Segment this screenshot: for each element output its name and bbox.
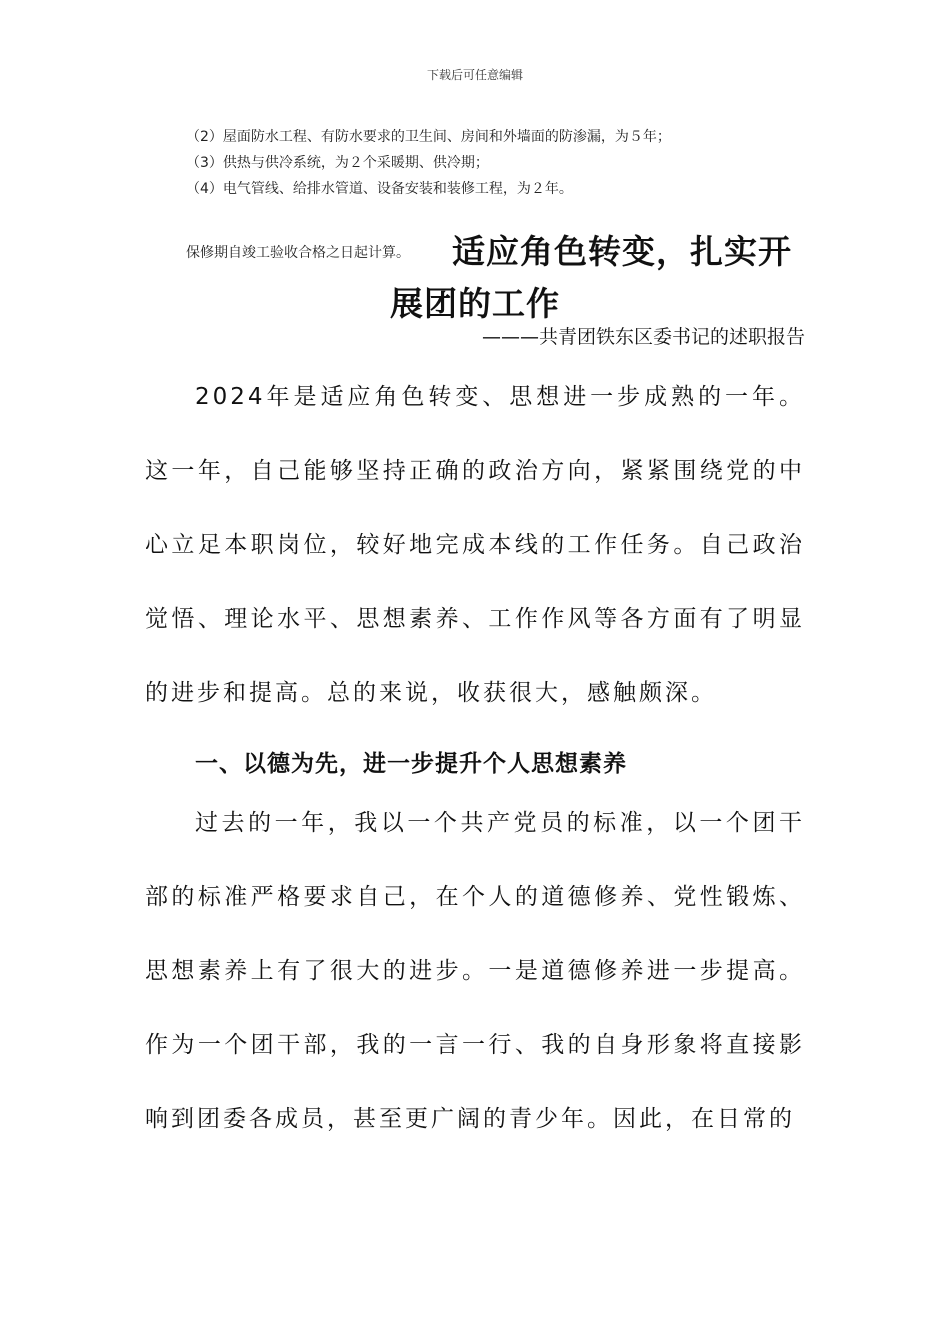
clause-item: （3）供热与供冷系统，为２个采暖期、供冷期； <box>186 155 489 171</box>
document-title-line-1: 适应角色转变，扎实开 <box>452 232 792 271</box>
warranty-note: 保修期自竣工验收合格之日起计算。 <box>186 245 410 261</box>
warranty-clauses <box>186 124 826 202</box>
clause-item: （2）屋面防水工程、有防水要求的卫生间、房间和外墙面的防渗漏，为５年； <box>186 129 671 145</box>
body-paragraph: 过去的一年，我以一个共产党员的标准，以一个团干部的标准严格要求自己，在个人的道德修养、党性锻炼、思想素养上有了很大的进步。一是道德修养进一步提高。作为一个团干部，我的一言一行、我的自身形象将直接影响到团委各成员，甚至更广阔的青少年。因此，在日常的 <box>145 810 805 1132</box>
section-heading: 一、以德为先，进一步提升个人思想素养 <box>195 751 627 777</box>
document-subtitle: ———共青团铁东区委书记的述职报告 <box>481 326 805 348</box>
body-paragraph: 2024年是适应角色转变、思想进一步成熟的一年。这一年，自己能够坚持正确的政治方向，紧紧围绕党的中心立足本职岗位，较好地完成本线的工作任务。自己政治觉悟、理论水平、思想素养、工作作风等各方面有了明显的进步和提高。总的来说，收获很大，感触颇深。 <box>145 384 805 706</box>
document-title-line-2: 展团的工作 <box>390 284 560 323</box>
clause-item: （4）电气管线、给排水管道、设备安装和装修工程，为２年。 <box>186 181 573 197</box>
page-header: 下载后可任意编辑 <box>426 68 523 82</box>
